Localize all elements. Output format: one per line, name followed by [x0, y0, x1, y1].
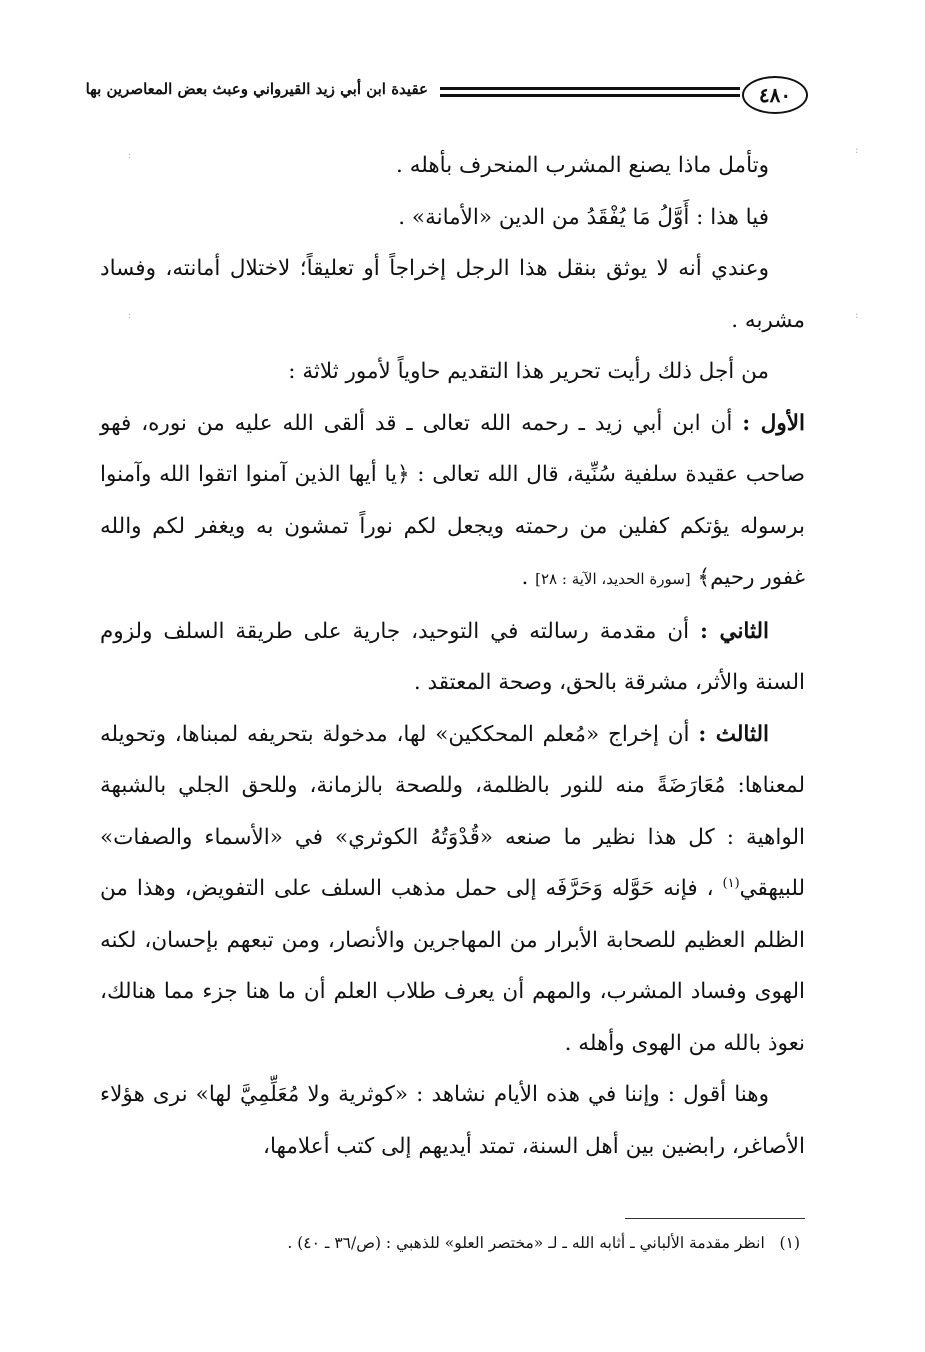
- point-text: أن ابن أبي زيد ـ رحمه الله تعالى ـ قد ألقى الله عليه من نوره، فهو صاحب عقيدة سلفية سُنِّية، قال الله تعالى : ﴿يا أيها الذين آمنوا اتقوا الله وآمنوا برسوله يؤتكم كفلين من رحمته ويجعل لكم نوراً تمشون به ويغفر لكم والله غفور رحيم﴾: [100, 410, 805, 590]
- point-label: الثالث :: [698, 721, 769, 747]
- point-label: الأول :: [742, 410, 805, 436]
- scan-mark: :: [128, 150, 132, 161]
- quran-citation: [سورة الحديد، الآية : ٢٨]: [535, 570, 691, 588]
- page-number: ٤٨٠: [742, 76, 808, 114]
- paragraph-third-point: [100, 709, 805, 1070]
- point-text: أن مقدمة رسالته في التوحيد، جارية على طريقة السلف ولزوم السنة والأثر، مشرقة بالحق، وصحة المعتقد .: [100, 618, 805, 695]
- header-rule: [440, 94, 740, 97]
- footnote-text: انظر مقدمة الألباني ـ أثابه الله ـ لـ «مختصر العلو» للذهبي : (ص/٣٦ ـ ٤٠) .: [287, 1234, 765, 1252]
- footnote-rule: [625, 1218, 805, 1219]
- scan-mark: :: [128, 310, 132, 321]
- scan-mark: :: [855, 310, 859, 321]
- header-rule: [440, 87, 740, 90]
- point-end: .: [521, 565, 536, 590]
- header-title: عقيدة ابن أبي زيد القيرواني وعبث بعض المعاصرين بها: [85, 80, 428, 98]
- footnote-marker: (١): [779, 1234, 800, 1252]
- paragraph: وهنا أقول : وإننا في هذه الأيام نشاهد : «كوثرية ولا مُعَلِّمِيَّ لها» نرى هؤلاء الأصاغر، رابضين بين أهل السنة، تمتد أيديهم إلى كتب أعلامها،: [100, 1082, 805, 1159]
- paragraph: فيا هذا : أَوَّلُ مَا يُفْقَدُ من الدين «الأمانة» .: [398, 204, 769, 230]
- paragraph-second-point: [100, 606, 805, 709]
- footnote: [100, 1228, 800, 1258]
- main-text: [100, 140, 805, 1172]
- point-label: الثاني :: [700, 618, 769, 644]
- scan-mark: :: [855, 145, 859, 156]
- paragraph: وتأمل ماذا يصنع المشرب المنحرف بأهله .: [396, 153, 769, 178]
- running-header: [85, 70, 808, 122]
- paragraph: من أجل ذلك رأيت تحرير هذا التقديم حاوياً لأمور ثلاثة :: [288, 359, 769, 384]
- point-text: أن إخراج «مُعلم المحككين» لها، مدخولة بتحريفه لمبناها، وتحويله لمعناها: مُعَارَضَةً منه للنور بالظلمة، وللصحة بالزمانة، وللحق الجلي بالشبهة الواهية : كل هذا نظير ما صنعه «قُدْوَتُهُ الكوثري» في «الأسماء والصفات» للبيهقي: [100, 721, 805, 901]
- paragraph: وعندي أنه لا يوثق بنقل هذا الرجل إخراجاً أو تعليقاً؛ لاختلال أمانته، وفساد مشربه .: [100, 256, 805, 333]
- footnote-reference[interactable]: (١): [722, 875, 740, 891]
- point-text: ، فإنه حَوَّله وَحَرَّفَه إلى حمل مذهب السلف على التفويض، وهذا من الظلم العظيم للصحابة الأبرار من المهاجرين والأنصار، ومن تبعهم بإحسان، لكنه الهوى وفساد المشرب، والمهم أن يعرف طلاب العلم أن ما هنا جزء مما هنالك، نعوذ بالله من الهوى وأهله .: [100, 876, 805, 1056]
- paragraph-first-point: [100, 398, 805, 606]
